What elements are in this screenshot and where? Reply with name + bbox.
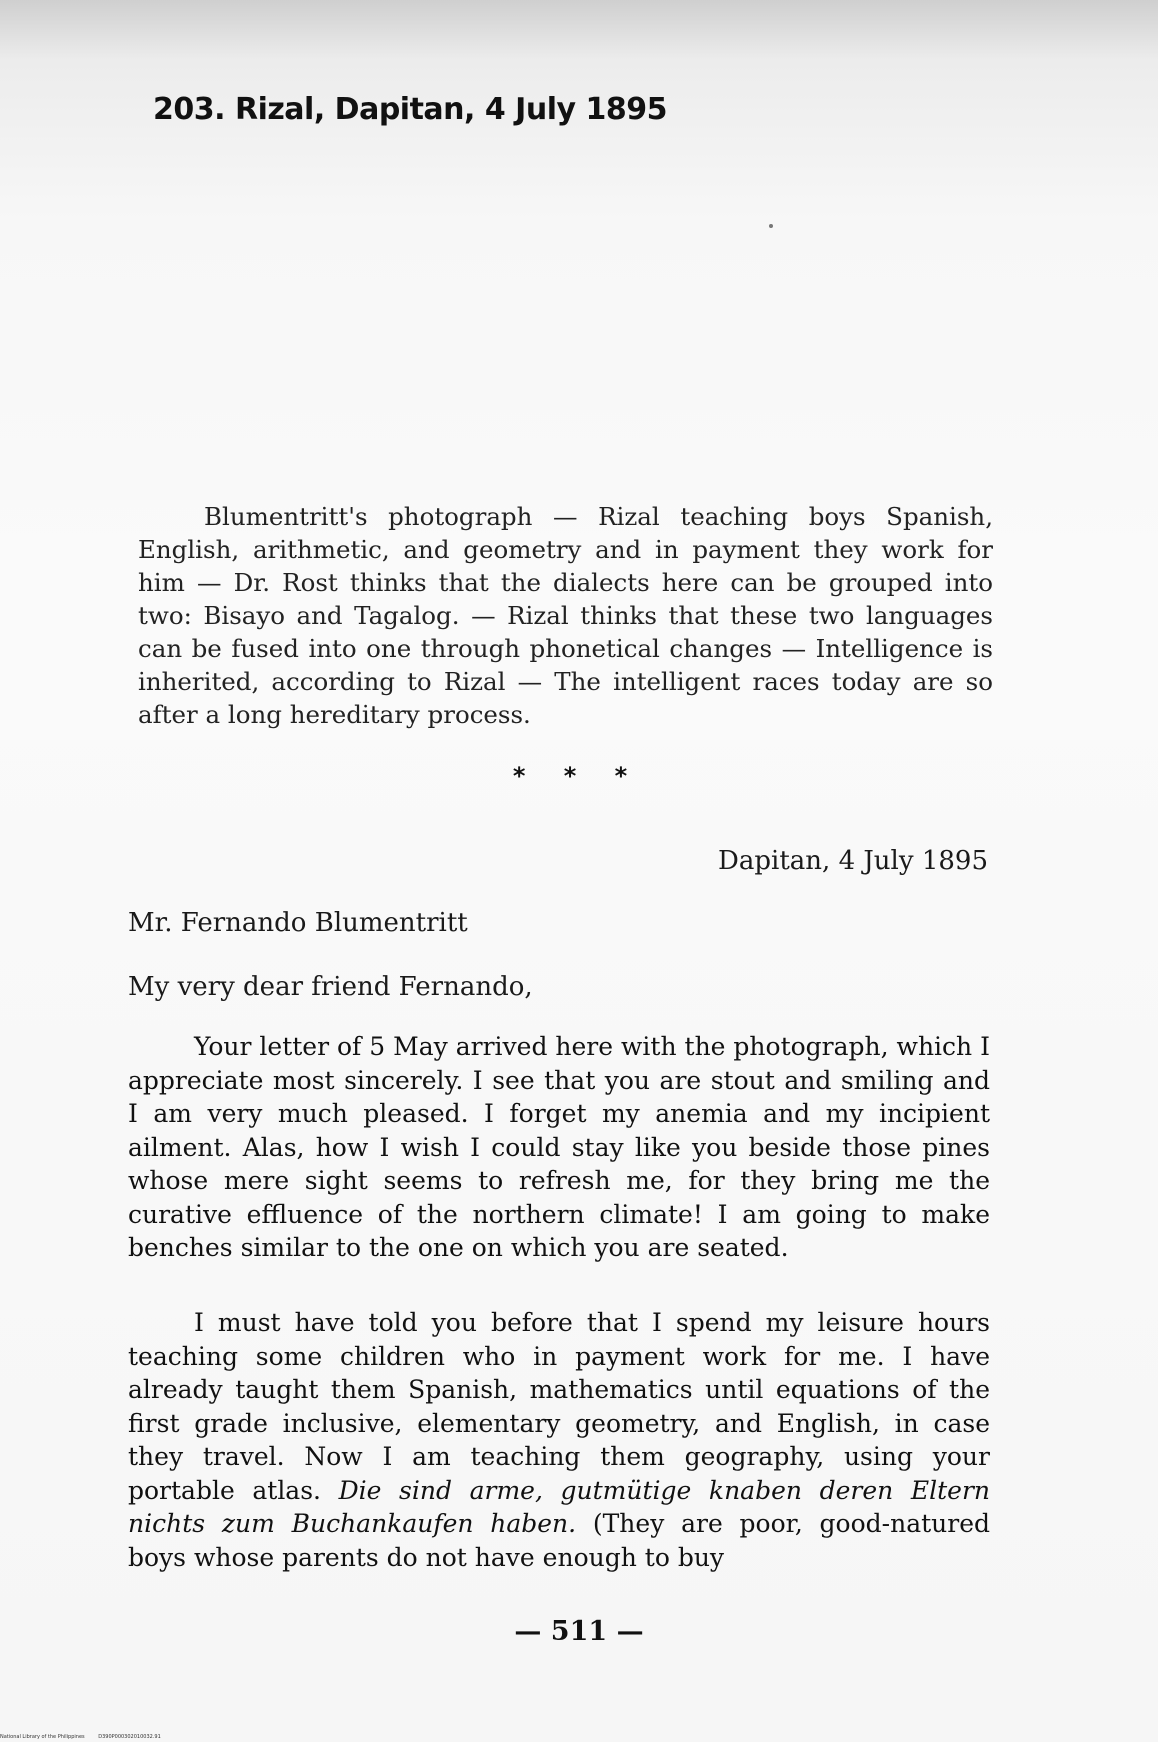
- letter-recipient: Mr. Fernando Blumentritt: [128, 908, 468, 938]
- footer-library: National Library of the Philippines: [0, 1734, 85, 1740]
- letter-paragraph-2: [128, 1306, 990, 1574]
- letter-heading: 203. Rizal, Dapitan, 4 July 1895: [153, 92, 667, 127]
- page-number: — 511 —: [514, 1616, 644, 1647]
- letter-dateline: Dapitan, 4 July 1895: [718, 846, 988, 876]
- scan-speck: [769, 224, 773, 228]
- scan-footer: [0, 1734, 173, 1740]
- letter-paragraph-1: Your letter of 5 May arrived here with the photograph, which I appreciate most sincerely. I see that you are stout and smiling and I am very much pleased. I forget my anemia and my incipient ailment. Alas, how I wish I could stay like you beside those pines whose mere sight seems to refresh me, for they bring me the curative effluence of the northern climate! I am going to make benches similar to the one on which you are seated.: [128, 1032, 990, 1262]
- letter-salutation: My very dear friend Fernando,: [128, 972, 533, 1002]
- paragraph-2-start: I must have told you before that I spend my leisure hours teaching some children who in payment work for me. I have already taught them Spanish, mathematics until equations of the first grade inclusive, elementary geometry, and English, in case they travel. Now I am teaching them geography, using your portable atlas.: [128, 1308, 990, 1505]
- section-separator: * * *: [512, 762, 628, 790]
- german-quote: Die sind arme, gutmütige knaben deren Eltern nichts zum Buchankaufen haben.: [128, 1475, 990, 1538]
- letter-summary: Blumentritt's photograph — Rizal teaching boys Spanish, English, arithmetic, and geometry and in payment they work for him — Dr. Rost thinks that the dialects here can be grouped into two: Bisayo and Tagalog. — Rizal thinks that these two languages can be fused into one through phonetical changes — Intelligence is inherited, according to Rizal — The intelligent races today are so after a long hereditary process.: [138, 502, 993, 729]
- footer-code: D390P000302010032.91: [98, 1734, 161, 1740]
- paragraph-2-end: (They are poor, good-natured boys whose parents do not have enough to buy: [128, 1509, 990, 1572]
